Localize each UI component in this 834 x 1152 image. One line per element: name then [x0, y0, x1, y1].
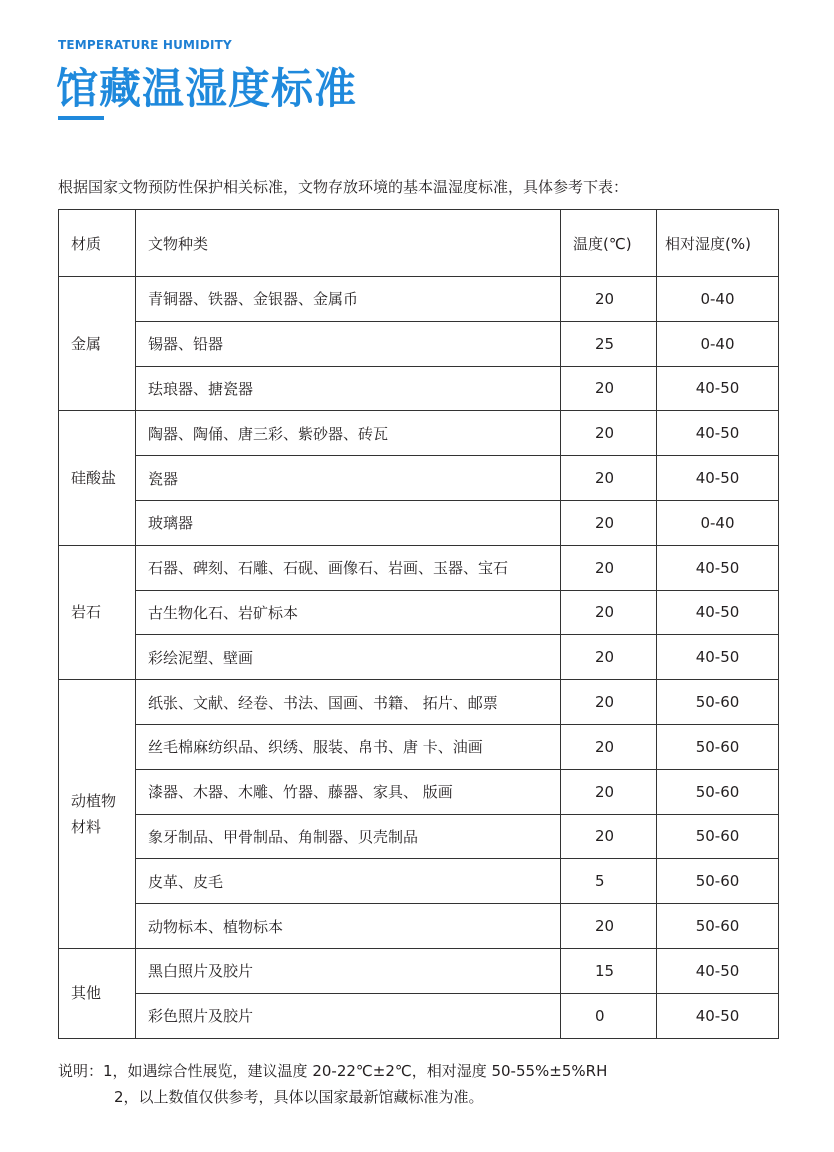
temperature-cell: 20 [561, 724, 657, 769]
artifact-type-cell: 彩绘泥塑、壁画 [136, 635, 561, 680]
artifact-type-cell: 彩色照片及胶片 [136, 993, 561, 1038]
humidity-cell: 50-60 [657, 680, 779, 725]
temperature-cell: 20 [561, 769, 657, 814]
note-2: 2，以上数值仅供参考，具体以国家最新馆藏标准为准。 [114, 1088, 484, 1106]
material-line: 动植物 [71, 792, 117, 811]
humidity-cell: 40-50 [657, 635, 779, 680]
temperature-cell: 20 [561, 635, 657, 680]
temperature-cell: 20 [561, 904, 657, 949]
table-row [59, 321, 779, 366]
humidity-cell: 50-60 [657, 769, 779, 814]
artifact-type-cell: 石器、碑刻、石雕、石砚、画像石、岩画、玉器、宝石 [136, 545, 561, 590]
artifact-type-cell: 珐琅器、搪瓷器 [136, 366, 561, 411]
header-material: 材质 [59, 210, 136, 277]
artifact-type-cell: 丝毛棉麻纺织品、织绣、服装、帛书、唐 卡、油画 [136, 724, 561, 769]
humidity-cell: 50-60 [657, 724, 779, 769]
humidity-cell: 40-50 [657, 456, 779, 501]
table-row [59, 277, 779, 322]
standards-table [58, 209, 779, 1039]
humidity-cell: 0-40 [657, 500, 779, 545]
temperature-cell: 25 [561, 321, 657, 366]
page-title: 馆藏温湿度标准 [56, 64, 358, 113]
artifact-type-cell: 漆器、木器、木雕、竹器、藤器、家具、 版画 [136, 769, 561, 814]
temperature-cell: 5 [561, 859, 657, 904]
humidity-cell: 0-40 [657, 321, 779, 366]
temperature-cell: 20 [561, 545, 657, 590]
artifact-type-cell: 古生物化石、岩矿标本 [136, 590, 561, 635]
table-row [59, 366, 779, 411]
material-cell: 硅酸盐 [59, 411, 136, 545]
artifact-type-cell: 玻璃器 [136, 500, 561, 545]
humidity-cell: 40-50 [657, 411, 779, 456]
header-humidity: 相对湿度(%) [657, 210, 779, 277]
temperature-cell: 20 [561, 814, 657, 859]
artifact-type-cell: 纸张、文献、经卷、书法、国画、书籍、 拓片、邮票 [136, 680, 561, 725]
humidity-cell: 40-50 [657, 590, 779, 635]
table-row [59, 545, 779, 590]
artifact-type-cell: 青铜器、铁器、金银器、金属币 [136, 277, 561, 322]
header-artifact-type: 文物种类 [136, 210, 561, 277]
material-cell: 岩石 [59, 545, 136, 679]
note-1: 说明：1，如遇综合性展览，建议温度 20-22℃±2℃，相对湿度 50-55%±5%RH [58, 1062, 608, 1080]
temperature-cell: 20 [561, 366, 657, 411]
table-row [59, 769, 779, 814]
table-row [59, 948, 779, 993]
temperature-cell: 20 [561, 590, 657, 635]
artifact-type-cell: 陶器、陶俑、唐三彩、紫砂器、砖瓦 [136, 411, 561, 456]
material-cell: 其他 [59, 948, 136, 1038]
intro-text: 根据国家文物预防性保护相关标准，文物存放环境的基本温湿度标准，具体参考下表： [58, 178, 629, 196]
temperature-cell: 20 [561, 411, 657, 456]
table-row [59, 590, 779, 635]
header-subtitle: TEMPERATURE HUMIDITY [58, 38, 232, 52]
table-header-row [59, 210, 779, 277]
artifact-type-cell: 皮革、皮毛 [136, 859, 561, 904]
title-underline [58, 116, 104, 120]
humidity-cell: 50-60 [657, 904, 779, 949]
humidity-cell: 40-50 [657, 366, 779, 411]
artifact-type-cell: 瓷器 [136, 456, 561, 501]
table-row [59, 993, 779, 1038]
humidity-cell: 50-60 [657, 814, 779, 859]
material-cell: 金属 [59, 277, 136, 411]
table-row [59, 456, 779, 501]
table-row [59, 904, 779, 949]
humidity-cell: 0-40 [657, 277, 779, 322]
material-line: 材料 [71, 818, 102, 837]
humidity-cell: 50-60 [657, 859, 779, 904]
temperature-cell: 0 [561, 993, 657, 1038]
artifact-type-cell: 象牙制品、甲骨制品、角制器、贝壳制品 [136, 814, 561, 859]
table-row [59, 814, 779, 859]
temperature-cell: 20 [561, 456, 657, 501]
table-row [59, 859, 779, 904]
table-row [59, 680, 779, 725]
humidity-cell: 40-50 [657, 545, 779, 590]
header-temperature: 温度(℃) [561, 210, 657, 277]
temperature-cell: 20 [561, 680, 657, 725]
material-cell [59, 680, 136, 949]
artifact-type-cell: 黑白照片及胶片 [136, 948, 561, 993]
humidity-cell: 40-50 [657, 993, 779, 1038]
table-row [59, 411, 779, 456]
temperature-cell: 20 [561, 500, 657, 545]
artifact-type-cell: 锡器、铅器 [136, 321, 561, 366]
temperature-cell: 15 [561, 948, 657, 993]
table-row [59, 635, 779, 680]
notes [58, 1058, 607, 1110]
humidity-cell: 40-50 [657, 948, 779, 993]
temperature-cell: 20 [561, 277, 657, 322]
table-row [59, 500, 779, 545]
artifact-type-cell: 动物标本、植物标本 [136, 904, 561, 949]
table-row [59, 724, 779, 769]
